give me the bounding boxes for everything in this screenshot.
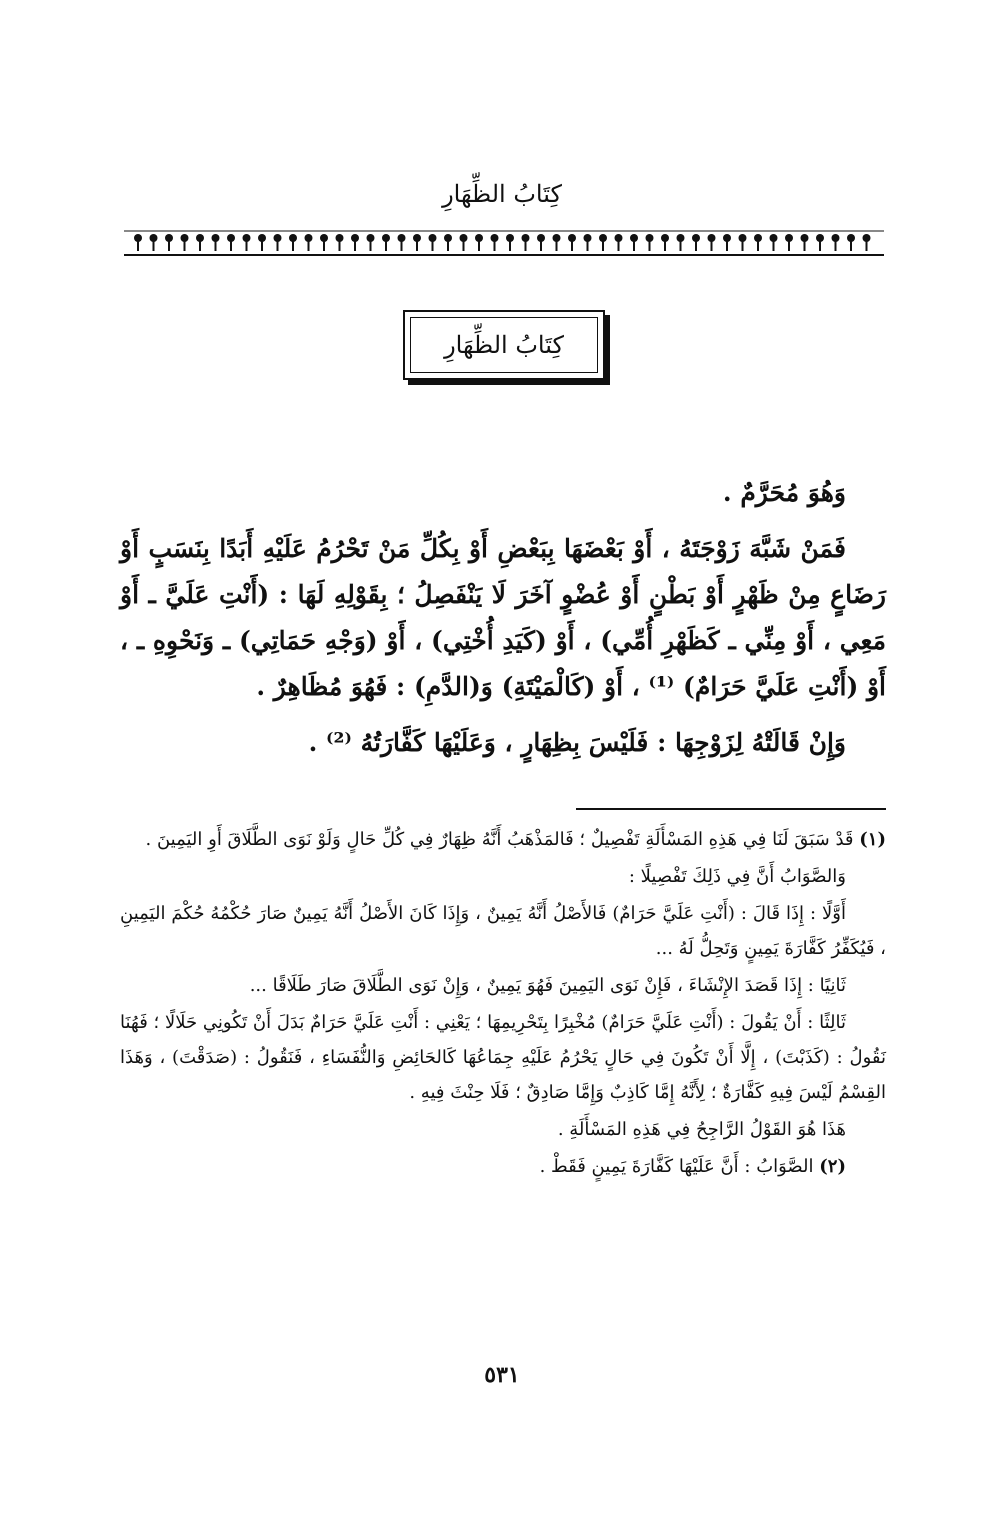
ornament-flower [289, 234, 297, 242]
ornament-flower [584, 234, 592, 242]
ornament-stem [525, 241, 527, 251]
footnote-1-paragraph-4: ثَانِيًا : إِذَا قَصَدَ الإِنْشَاءَ ، فَإِنْ نَوَى اليَمِينَ فَهُوَ يَمِينٌ ، وَإِنْ نَوَى الطَّلَاقَ صَارَ طَلَاقًا ... [249, 975, 846, 996]
ornament-flower [692, 234, 700, 242]
ornamental-border [124, 228, 884, 258]
ornament-stem [680, 241, 682, 251]
main-text [120, 470, 886, 776]
ornament-stem [773, 241, 775, 251]
ornament-flower [832, 234, 840, 242]
ornament-stem [230, 241, 232, 251]
main-paragraph-2: فَمَنْ شَبَّهَ زَوْجَتَهُ ، أَوْ بَعْضَهَا بِبَعْضِ أَوْ بِكُلِّ مَنْ تَحْرُمُ عَلَيْهِ أَبَدًا بِنَسَبٍ أَوْ رَضَاعٍ مِنْ ظَهْرٍ أَوْ بَطْنٍ أَوْ عُضْوٍ آخَرَ لَا يَنْفَصِلُ ؛ بِقَوْلِهِ لَهَا : (أَنْتِ عَلَيَّ ـ أَوْ مَعِي ، أَوْ مِنِّي ـ كَظَهْرِ أُمِّي) ، أَوْ (كَيَدِ أُخْتِي) ، أَوْ (وَجْهِ حَمَاتِي) ـ وَنَحْوِهِ ـ ، أَوْ (أَنْتِ عَلَيَّ حَرَامٌ) ⁽¹⁾ ، أَوْ (كَالْمَيْتَةِ) وَ(الدَّمِ) : فَهُوَ مُظَاهِرٌ . [120, 534, 886, 701]
ornament-stem [633, 241, 635, 251]
ornament-stem [587, 241, 589, 251]
ornament-stem [323, 241, 325, 251]
ornament-flower [847, 234, 855, 242]
ornament-flower [382, 234, 390, 242]
ornament-stem [850, 241, 852, 251]
main-paragraph-3: وَإِنْ قَالَتْهُ لِزَوْجِهَا : فَلَيْسَ بِظِهَارٍ ، وَعَلَيْهَا كَفَّارَتُهُ ⁽²⁾ . [308, 728, 846, 757]
ornament-stem [432, 241, 434, 251]
ornament-stem [292, 241, 294, 251]
ornament-flower [599, 234, 607, 242]
ornament-flower [181, 234, 189, 242]
ornament-stem [695, 241, 697, 251]
ornament-flower [429, 234, 437, 242]
chapter-title: كِتَابُ الظِّهَارِ [410, 317, 598, 373]
ornament-stem [602, 241, 604, 251]
ornament-stem [339, 241, 341, 251]
footnotes [120, 822, 886, 1186]
ornament-flower [615, 234, 623, 242]
ornament-stem [416, 241, 418, 251]
ornament-flower [165, 234, 173, 242]
ornament-stem [649, 241, 651, 251]
ornament-stem [540, 241, 542, 251]
ornament-flower [413, 234, 421, 242]
footnote-1-text: قَدْ سَبَقَ لَنَا فِي هَذِهِ المَسْأَلَةِ تَفْصِيلٌ ؛ فَالمَذْهَبُ أَنَّهُ ظِهَارٌ فِي كُلِّ حَالٍ وَلَوْ نَوَى الطَّلَاقَ أَوِ اليَمِينَ . [145, 829, 854, 850]
ornament-flower [398, 234, 406, 242]
ornament-flower [243, 234, 251, 242]
ornament-flower [801, 234, 809, 242]
running-header-title: كِتَابُ الظِّهَارِ [442, 180, 562, 208]
chapter-title-box [403, 310, 605, 380]
footnote-1 [120, 822, 886, 857]
ornament-stem [509, 241, 511, 251]
ornament-flower [274, 234, 282, 242]
footnote-2-marker: (٢) [819, 1156, 846, 1177]
ornament-stem [618, 241, 620, 251]
ornament-stem [261, 241, 263, 251]
ornament-stem [385, 241, 387, 251]
ornament-flower [444, 234, 452, 242]
ornament-flower [506, 234, 514, 242]
ornament-flower [553, 234, 561, 242]
footnote-1-paragraph-2: وَالصَّوَابُ أَنَّ فِي ذَلِكَ تَفْصِيلًا : [628, 866, 846, 887]
ornament-stem [215, 241, 217, 251]
ornament-flower [522, 234, 530, 242]
ornament-flower [568, 234, 576, 242]
ornament-flower [367, 234, 375, 242]
ornament-flower [770, 234, 778, 242]
ornament-stem [804, 241, 806, 251]
footnote-1-paragraph-6: هَذَا هُوَ القَوْلُ الرَّاجِحُ فِي هَذِهِ المَسْأَلَةِ . [557, 1119, 846, 1140]
ornament-flower [475, 234, 483, 242]
ornament-flower [785, 234, 793, 242]
ornament-stem [866, 241, 868, 251]
footnote-separator [576, 808, 886, 810]
footnote-2 [120, 1149, 886, 1184]
ornament-flower [351, 234, 359, 242]
ornament-flower [661, 234, 669, 242]
ornament-stem [463, 241, 465, 251]
ornament-stem [819, 241, 821, 251]
ornament-stem [788, 241, 790, 251]
ornament-flower [491, 234, 499, 242]
ornament-stem [370, 241, 372, 251]
ornament-flower [646, 234, 654, 242]
main-paragraph-1: وَهُوَ مُحَرَّمٌ . [722, 478, 846, 507]
ornament-flower [460, 234, 468, 242]
ornament-stem [835, 241, 837, 251]
ornament-flower [754, 234, 762, 242]
ornament-stem [494, 241, 496, 251]
footnote-1-paragraph-5: ثَالِثًا : أَنْ يَقُولَ : (أَنْتِ عَلَيَّ حَرَامٌ) مُخْبِرًا بِتَحْرِيمِهَا ؛ يَعْنِي : أَنْتِ عَلَيَّ حَرَامٌ بَدَلَ أَنْ تَكُونِي حَلَالًا ؛ فَهُنَا نَقُولُ : (كَذَبْتَ) ، إِلَّا أَنْ تَكُونَ فِي حَالٍ يَحْرُمُ عَلَيْهِ جِمَاعُهَا كَالحَائِضِ وَالنُّفَسَاءِ ، فَنَقُولُ : (صَدَقْتَ) ، وَهَذَا القِسْمُ لَيْسَ فِيهِ كَفَّارَةٌ ؛ لِأَنَّهُ إِمَّا كَاذِبٌ وَإِمَّا صَادِقٌ ؛ فَلَا حِنْثَ فِيهِ . [120, 1012, 886, 1103]
ornament-stem [571, 241, 573, 251]
ornament-stem [556, 241, 558, 251]
ornament-flower [227, 234, 235, 242]
ornament-stem [308, 241, 310, 251]
ornament-stem [168, 241, 170, 251]
ornament-flower [258, 234, 266, 242]
ornament-flower [630, 234, 638, 242]
ornament-stem [726, 241, 728, 251]
ornament-flower [134, 234, 142, 242]
ornament-flower [196, 234, 204, 242]
ornament-flower [863, 234, 871, 242]
ornament-stem [199, 241, 201, 251]
ornament-stem [742, 241, 744, 251]
ornament-flower [537, 234, 545, 242]
ornament-stem [664, 241, 666, 251]
ornament-flower [816, 234, 824, 242]
ornament-flower [150, 234, 158, 242]
ornament-stem [354, 241, 356, 251]
ornament-stem [447, 241, 449, 251]
footnote-1-paragraph-3: أَوَّلًا : إِذَا قَالَ : (أَنْتِ عَلَيَّ حَرَامٌ) فَالأَصْلُ أَنَّهُ يَمِينٌ ، وَإِذَا كَانَ الأَصْلُ أَنَّهُ يَمِينٌ صَارَ حُكْمُهُ حُكْمَ اليَمِينِ ، فَيُكَفِّرُ كَفَّارَةَ يَمِينٍ وَتَحِلُّ لَهُ ... [120, 903, 886, 959]
ornament-stem [711, 241, 713, 251]
ornament-flower [677, 234, 685, 242]
ornament-stem [153, 241, 155, 251]
ornament-flower [336, 234, 344, 242]
ornament-flower [305, 234, 313, 242]
footnote-2-text: الصَّوَابُ : أَنَّ عَلَيْهَا كَفَّارَةَ يَمِينٍ فَقَطْ . [539, 1156, 814, 1177]
ornament-stem [401, 241, 403, 251]
ornament-stem [478, 241, 480, 251]
ornament-stem [246, 241, 248, 251]
ornament-flower [320, 234, 328, 242]
ornament-stem [137, 241, 139, 251]
ornament-stem [184, 241, 186, 251]
page-number: ٥٣١ [484, 1362, 520, 1388]
ornament-flower [739, 234, 747, 242]
footnote-1-marker: (١) [859, 829, 886, 850]
ornament-stem [277, 241, 279, 251]
ornament-flower [708, 234, 716, 242]
ornament-flower [723, 234, 731, 242]
ornament-flower [212, 234, 220, 242]
ornament-stem [757, 241, 759, 251]
